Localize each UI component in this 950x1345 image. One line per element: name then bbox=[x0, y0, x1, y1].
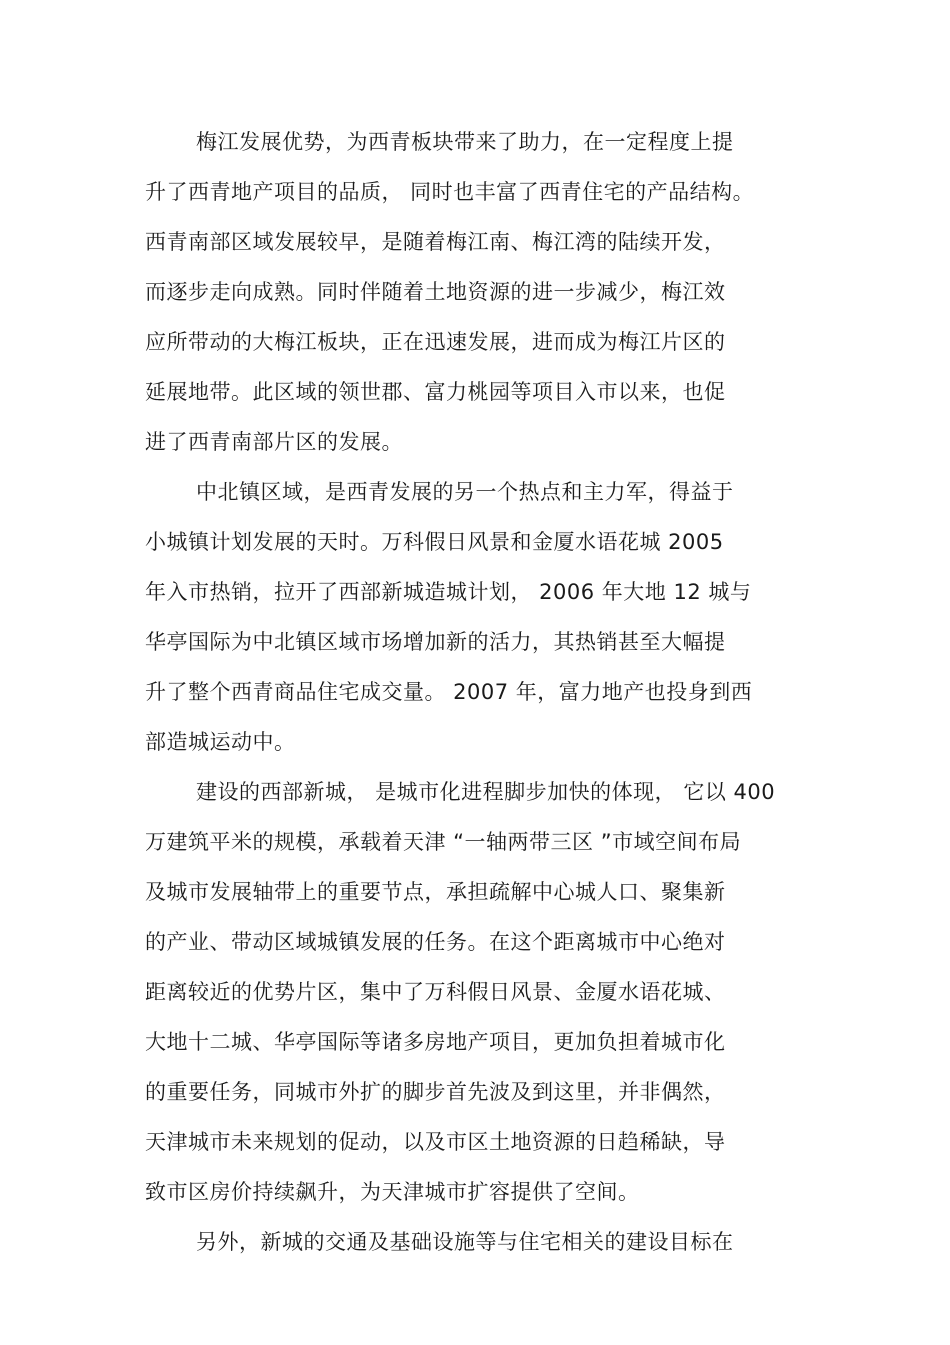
paragraph-line: 梅江发展优势，为西青板块带来了助力，在一定程度上提 bbox=[196, 130, 734, 154]
paragraph-line: 距离较近的优势片区，集中了万科假日风景、金厦水语花城、 bbox=[145, 980, 726, 1004]
paragraph-line: 应所带动的大梅江板块，正在迅速发展，进而成为梅江片区的 bbox=[145, 330, 726, 354]
paragraph-line: 的重要任务，同城市外扩的脚步首先波及到这里，并非偶然， bbox=[145, 1080, 726, 1104]
paragraph-line: 建设的西部新城， 是城市化进程脚步加快的体现， 它以 400 bbox=[196, 780, 776, 804]
paragraph-line: 进了西青南部片区的发展。 bbox=[145, 430, 403, 454]
paragraph-line: 部造城运动中。 bbox=[145, 730, 296, 754]
paragraph-line: 而逐步走向成熟。同时伴随着土地资源的进一步减少，梅江效 bbox=[145, 280, 726, 304]
paragraph-line: 西青南部区域发展较早，是随着梅江南、梅江湾的陆续开发， bbox=[145, 230, 726, 254]
paragraph-line: 延展地带。此区域的领世郡、富力桃园等项目入市以来，也促 bbox=[145, 380, 726, 404]
paragraph-line: 天津城市未来规划的促动，以及市区土地资源的日趋稀缺，导 bbox=[145, 1130, 726, 1154]
paragraph-line: 升了整个西青商品住宅成交量。 2007 年，富力地产也投身到西 bbox=[145, 680, 753, 704]
paragraph-line: 致市区房价持续飙升，为天津城市扩容提供了空间。 bbox=[145, 1180, 640, 1204]
paragraph-line: 年入市热销，拉开了西部新城造城计划， 2006 年大地 12 城与 bbox=[145, 580, 752, 604]
paragraph-line: 升了西青地产项目的品质， 同时也丰富了西青住宅的产品结构。 bbox=[145, 180, 755, 204]
paragraph-line: 华亭国际为中北镇区域市场增加新的活力，其热销甚至大幅提 bbox=[145, 630, 726, 654]
paragraph-line: 的产业、带动区域城镇发展的任务。在这个距离城市中心绝对 bbox=[145, 930, 726, 954]
paragraph-line: 小城镇计划发展的天时。万科假日风景和金厦水语花城 2005 bbox=[145, 530, 724, 554]
paragraph-line: 万建筑平米的规模，承载着天津 “一轴两带三区 ”市域空间布局 bbox=[145, 830, 742, 854]
paragraph-line: 大地十二城、华亭国际等诸多房地产项目，更加负担着城市化 bbox=[145, 1030, 726, 1054]
paragraph-line: 及城市发展轴带上的重要节点，承担疏解中心城人口、聚集新 bbox=[145, 880, 726, 904]
paragraph-line: 中北镇区域，是西青发展的另一个热点和主力军，得益于 bbox=[196, 480, 734, 504]
paragraph-line: 另外，新城的交通及基础设施等与住宅相关的建设目标在 bbox=[196, 1230, 734, 1254]
